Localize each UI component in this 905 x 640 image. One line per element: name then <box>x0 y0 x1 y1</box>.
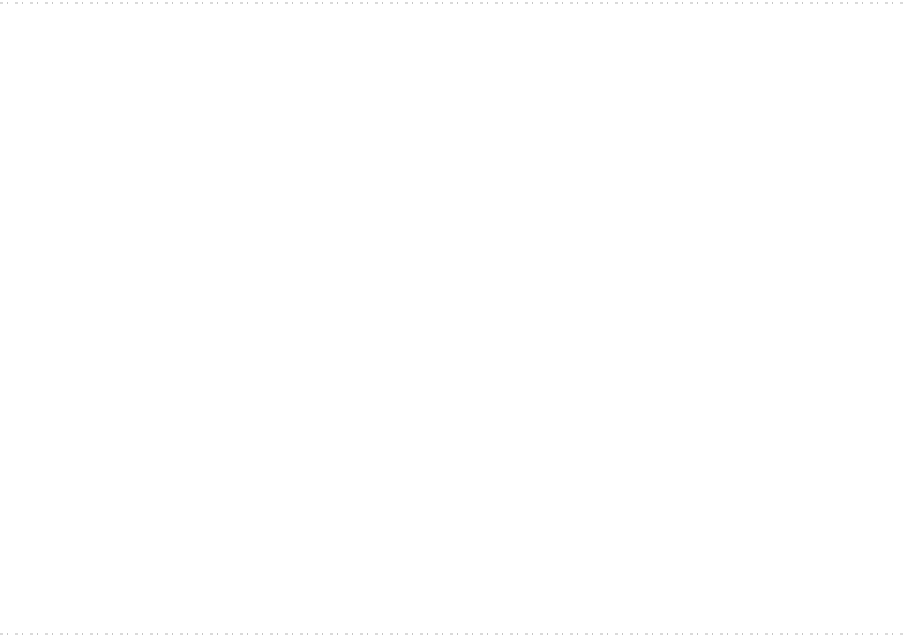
scan-noise-bottom <box>0 633 905 635</box>
scan-noise-top <box>0 2 905 4</box>
